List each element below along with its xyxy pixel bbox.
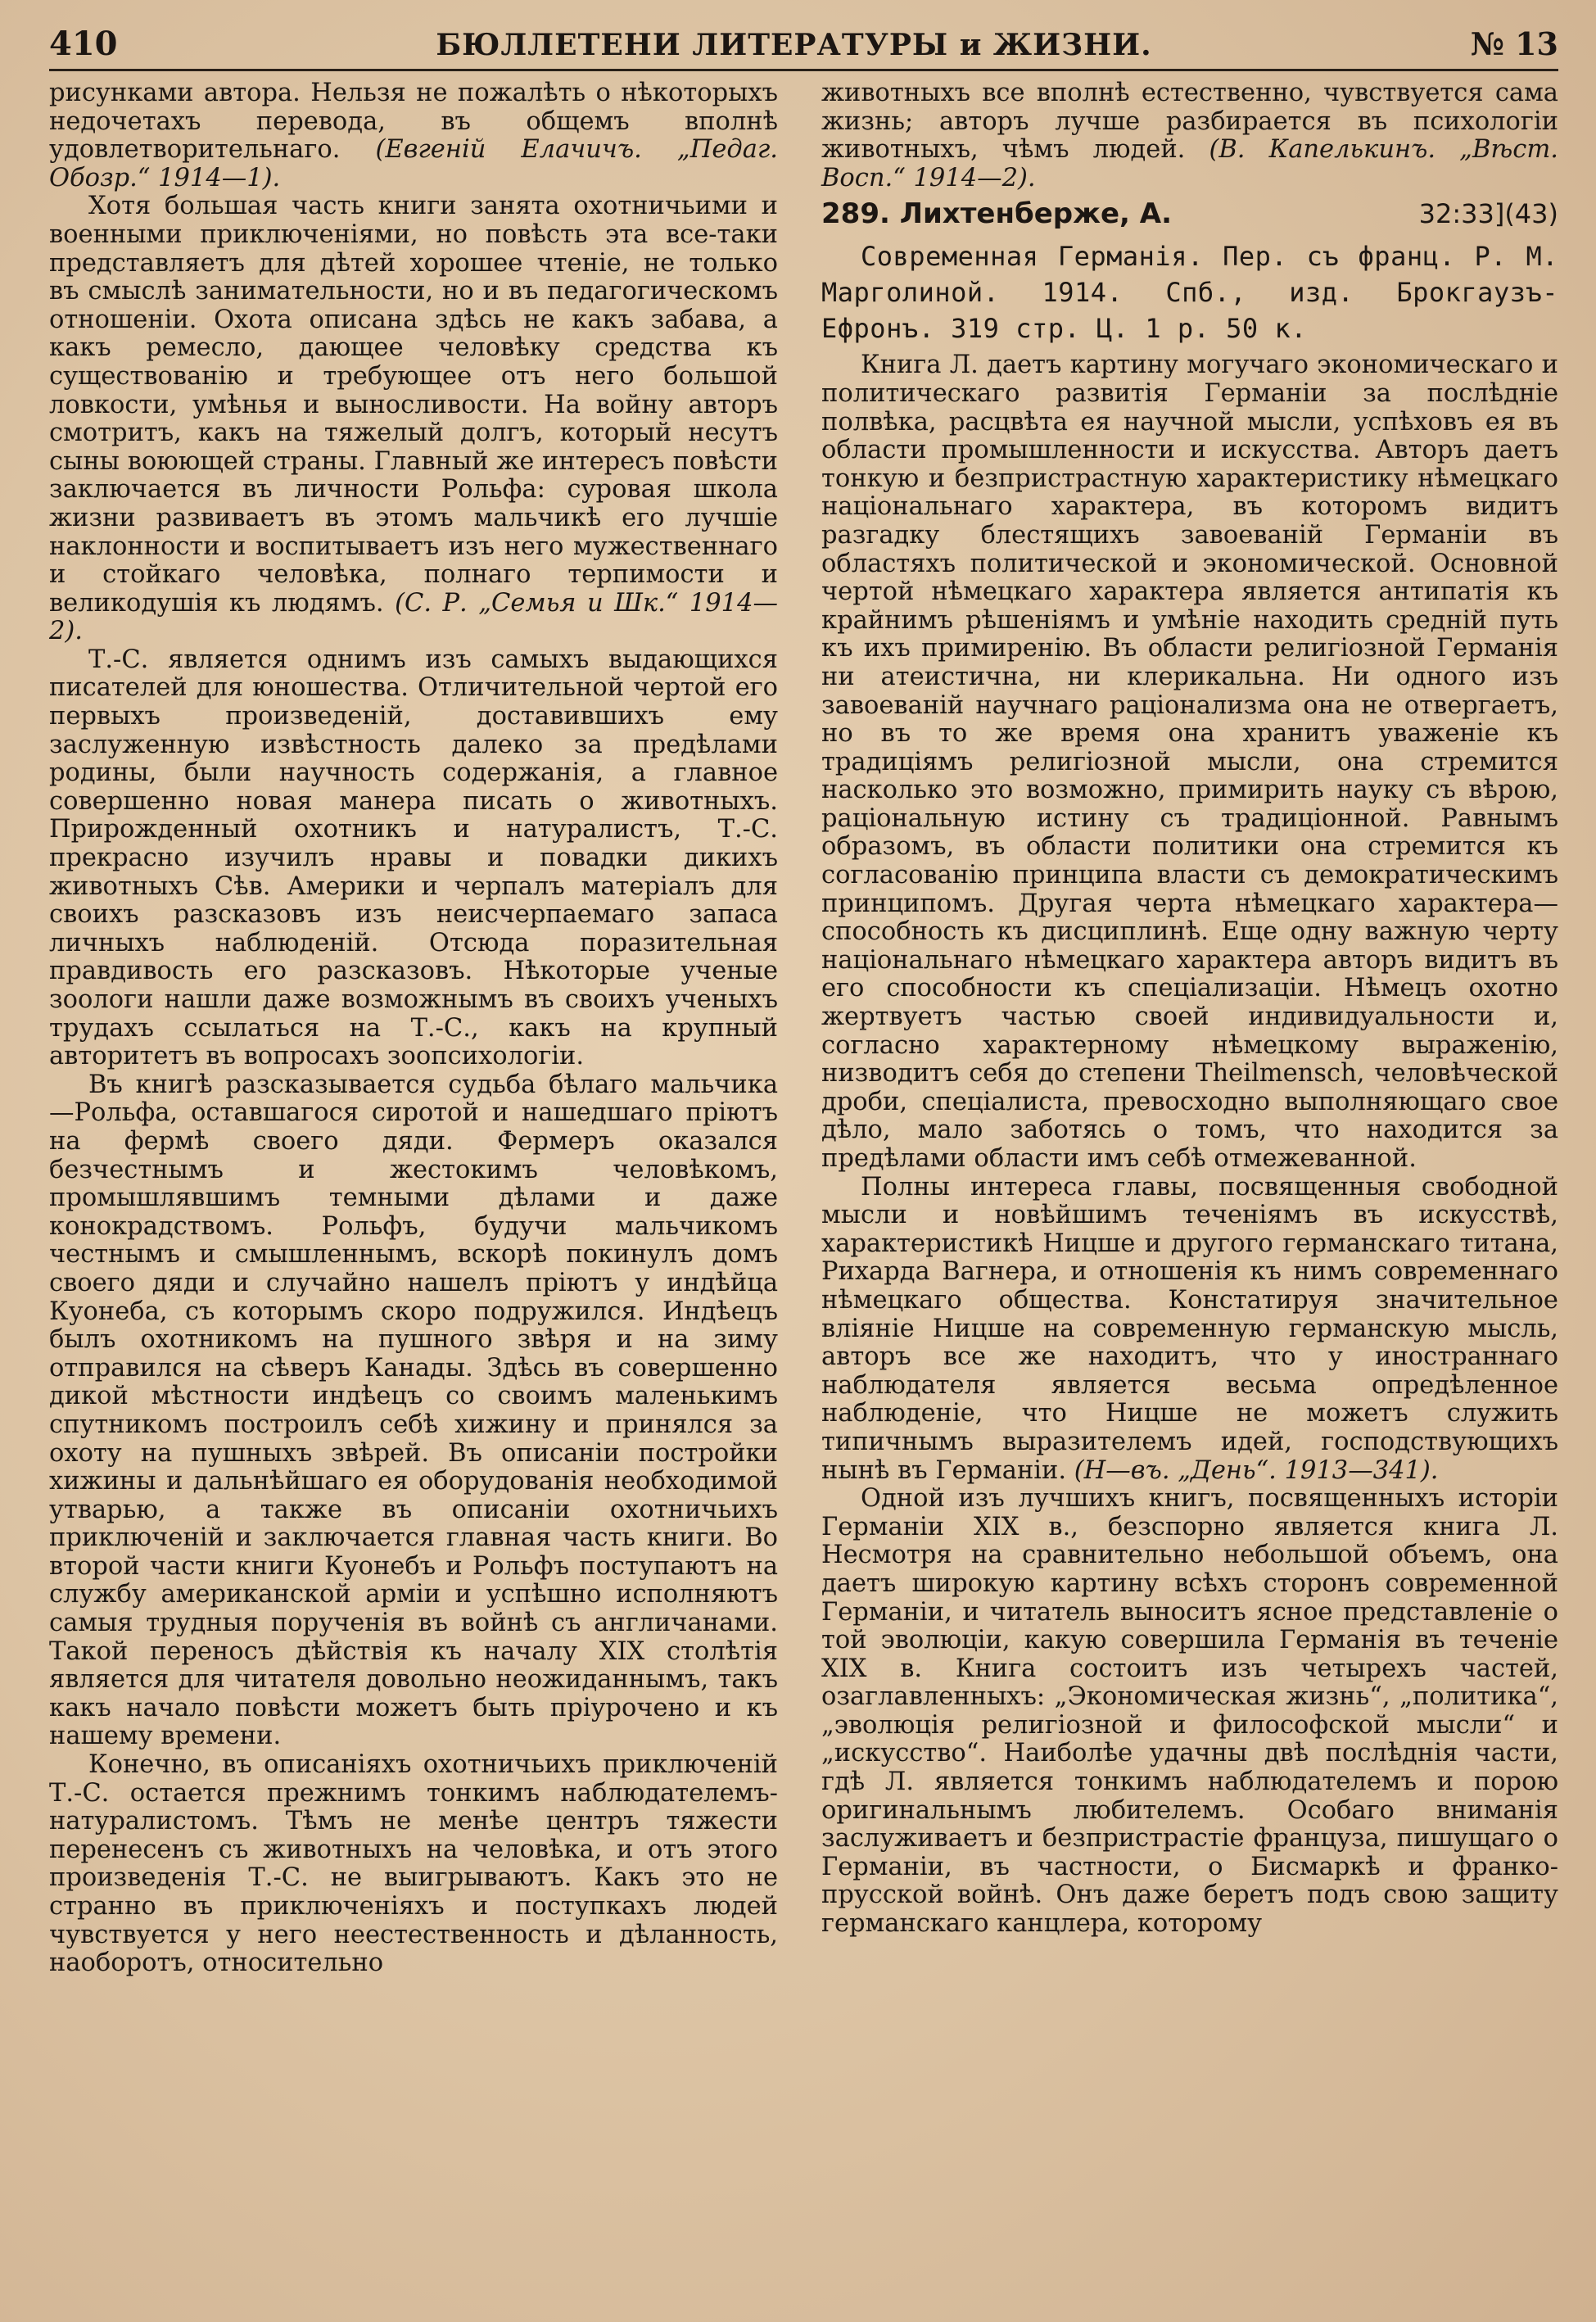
paragraph-text: Хотя большая часть книги занята охотничьими и военными приключеніями, но повѣсть эта все-таки представляетъ для дѣтей хорошее чтеніе, не только въ смыслѣ занимательности, но и въ педагогическомъ отношеніи. Охота описана здѣсь не какъ забава, а какъ ремесло, дающее человѣку средства къ существованію и требующее отъ него большой ловкости, умѣнья и выносливости. На войну авторъ смотритъ, какъ на тяжелый долгъ, который несутъ сыны воюющей страны. Главный же интересъ повѣсти заключается въ личности Рольфа: суровая школа жизни развиваетъ въ этомъ мальчикѣ его лучшіе наклонности и воспитываетъ изъ него мужественнаго и стойкаго человѣка, полнаго терпимости и великодушія къ людямъ. [49,192,778,618]
paragraph [49,192,778,646]
paragraph: Книга Л. даетъ картину могучаго экономическаго и политическаго развитія Германіи за послѣдніе полвѣка, расцвѣта ея научной мысли, успѣховъ ея въ области промышленности и искусства. Авторъ даетъ тонкую и безпристрастную характеристику нѣмецкаго національнаго характера, въ которомъ видитъ разгадку блестящихъ завоеваній Германіи въ областяхъ политической и экономической. Основной чертой нѣмецкаго характера является антипатія къ крайнимъ рѣшеніямъ и умѣніе находить средній путь къ ихъ примиренію. Въ области религіозной Германія ни атеистична, ни клерикальна. Ни одного изъ завоеваній научнаго раціонализма она не отвергаетъ, но въ то же время она хранитъ уваженіе къ традиціямъ религіозной мысли, она стремится насколько это возможно, примирить науку съ вѣрою, раціональную истину съ традиціонной. Равнымъ образомъ, въ области политики она стремится къ согласованію принципа власти съ демократическимъ принципомъ. Другая черта нѣмецкаго характера—способность къ дисциплинѣ. Еще одну важную черту національнаго нѣмецкаго характера авторъ видитъ въ его способности къ спеціализаціи. Нѣмецъ охотно жертвуетъ частью своей индивидуальности и, согласно характерному нѣмецкому выраженію, низводитъ себя до степени Theilmensch, человѣческой дроби, спеціалиста, превосходно выполняющаго свое дѣло, мало заботясь о томъ, что находится за предѣлами области имъ себѣ отмежеванной. [821,351,1558,1173]
classification-code: 32:33](43) [1418,198,1558,230]
paragraph-text: Полны интереса главы, посвященныя свободной мысли и новѣйшимъ теченіямъ въ искусствѣ, характеристикѣ Ницше и другого германскаго титана, Рихарда Вагнера, и отношенія къ нимъ современнаго нѣмецкаго общества. Констатируя значительное вліяніе Ницше на современную германскую мысль, авторъ все же находитъ, что у иностраннаго наблюдателя является весьма опредѣленное наблюденіе, что Ницше не можетъ служить типичнымъ выразителемъ идей, господствующихъ нынѣ въ Германіи. [821,1172,1558,1485]
page-number: 410 [49,25,118,63]
running-header [49,25,1558,71]
paragraph [821,79,1558,192]
paragraph-text: рисунками автора. Нельзя не пожалѣть о нѣкоторыхъ недочетахъ перевода, въ общемъ вполнѣ удовлетворительнаго. [49,79,778,165]
entry-heading [821,197,1558,230]
source-citation: (Евгеній Елачичъ. „Педаг. Обозр.“ 1914—1). [49,135,778,192]
text-columns [49,79,1558,1978]
paragraph [49,79,778,192]
paragraph: Одной изъ лучшихъ книгъ, посвященныхъ исторіи Германіи XIX в., безспорно является книга Л. Несмотря на сравнительно небольшой объемъ, она даетъ широкую картину всѣхъ сторонъ современной Германіи, и читатель выноситъ ясное представленіе о той эволюціи, какую совершила Германія въ теченіе XIX в. Книга состоитъ изъ четырехъ частей, озаглавленныхъ: „Экономическая жизнь“, „политика“, „эволюція религіозной и философской мысли“ и „искусство“. Наиболѣе удачны двѣ послѣднія части, гдѣ Л. является тонкимъ наблюдателемъ и порою оригинальнымъ любителемъ. Особаго вниманія заслуживаетъ и безпристрастіе француза, пишущаго о Германіи, въ частности, о Бисмаркѣ и франко-прусской войнѣ. Онъ даже беретъ подъ свою защиту германскаго канцлера, которому [821,1484,1558,1939]
source-citation: (В. Капелькинъ. „Вѣст. Восп.“ 1914—2). [821,135,1558,192]
paragraph: Т.-С. является однимъ изъ самыхъ выдающихся писателей для юношества. Отличительной чертой его первыхъ произведеній, доставившихъ ему заслуженную извѣстность далеко за предѣлами родины, были научность содержанія, а главное совершенно новая манера писать о животныхъ. Прирожденный охотникъ и натуралистъ, Т.-С. прекрасно изучилъ нравы и повадки дикихъ животныхъ Сѣв. Америки и черпалъ матеріалъ для своихъ разсказовъ изъ неисчерпаемаго запаса личныхъ наблюденій. Отсюда поразительная правдивость его разсказовъ. Нѣкоторые ученые зоологи нашли даже возможнымъ въ своихъ ученыхъ трудахъ ссылаться на Т.-С., какъ на крупный авторитетъ въ вопросахъ зоопсихологіи. [49,645,778,1071]
journal-title: БЮЛЛЕТЕНИ ЛИТЕРАТУРЫ и ЖИЗНИ. [436,28,1152,62]
paragraph [821,1174,1558,1486]
source-citation: (С. Р. „Семья и Шк.“ 1914—2). [49,588,778,646]
source-citation: (Н—въ. „День“. 1913—341). [1074,1455,1439,1485]
right-column [821,79,1558,1978]
paragraph: Конечно, въ описаніяхъ охотничьихъ приключеній Т.-С. остается прежнимъ тонкимъ наблюдателемъ-натуралистомъ. Тѣмъ не менѣе центръ тяжести перенесенъ съ животныхъ на человѣка, и отъ этого произведенія Т.-С. не выигрываютъ. Какъ это не странно въ приключеніяхъ и поступкахъ людей чувствуется у него неестественность и дѣланность, наоборотъ, относительно [49,1750,778,1978]
paragraph: Въ книгѣ разсказывается судьба бѣлаго мальчика—Рольфа, оставшагося сиротой и нашедшаго пріютъ на фермѣ своего дяди. Фермеръ оказался безчестнымъ и жестокимъ человѣкомъ, промышлявшимъ темными дѣлами и даже конокрадствомъ. Рольфъ, будучи мальчикомъ честнымъ и смышленнымъ, вскорѣ покинулъ домъ своего дяди и случайно нашелъ пріютъ у индѣйца Куонеба, съ которымъ скоро подружился. Индѣецъ былъ охотникомъ на пушного звѣря и на зиму отправился на сѣверъ Канады. Здѣсь въ совершенно дикой мѣстности индѣецъ со своимъ маленькимъ спутникомъ построилъ себѣ хижину и принялся за охоту на пушныхъ звѣрей. Въ описаніи постройки хижины и дальнѣйшаго ея оборудованія необходимой утварью, а также въ описаніи охотничьихъ приключеній и заключается главная часть книги. Во второй части книги Куонебъ и Рольфъ поступаютъ на службу американской арміи и успѣшно исполняютъ самыя трудныя порученія въ войнѣ съ англичанами. Такой переносъ дѣйствія къ началу XIX столѣтія является для читателя довольно неожиданнымъ, такъ какъ начало повѣсти можетъ быть пріурочено и къ нашему времени. [49,1070,778,1751]
paragraph-text: животныхъ все вполнѣ естественно, чувствуется сама жизнь; авторъ лучше разбирается въ психологіи животныхъ, чѣмъ людей. [821,79,1558,165]
issue-number: № 13 [1470,25,1558,62]
left-column [49,79,778,1978]
bibliographic-entry: Современная Германія. Пер. съ франц. Р. М. Марголиной. 1914. Спб., изд. Брокгаузъ-Ефронъ. 319 стр. Ц. 1 р. 50 к. [821,241,1558,345]
entry-number-author: 289. Лихтенберже, А. [821,197,1172,231]
